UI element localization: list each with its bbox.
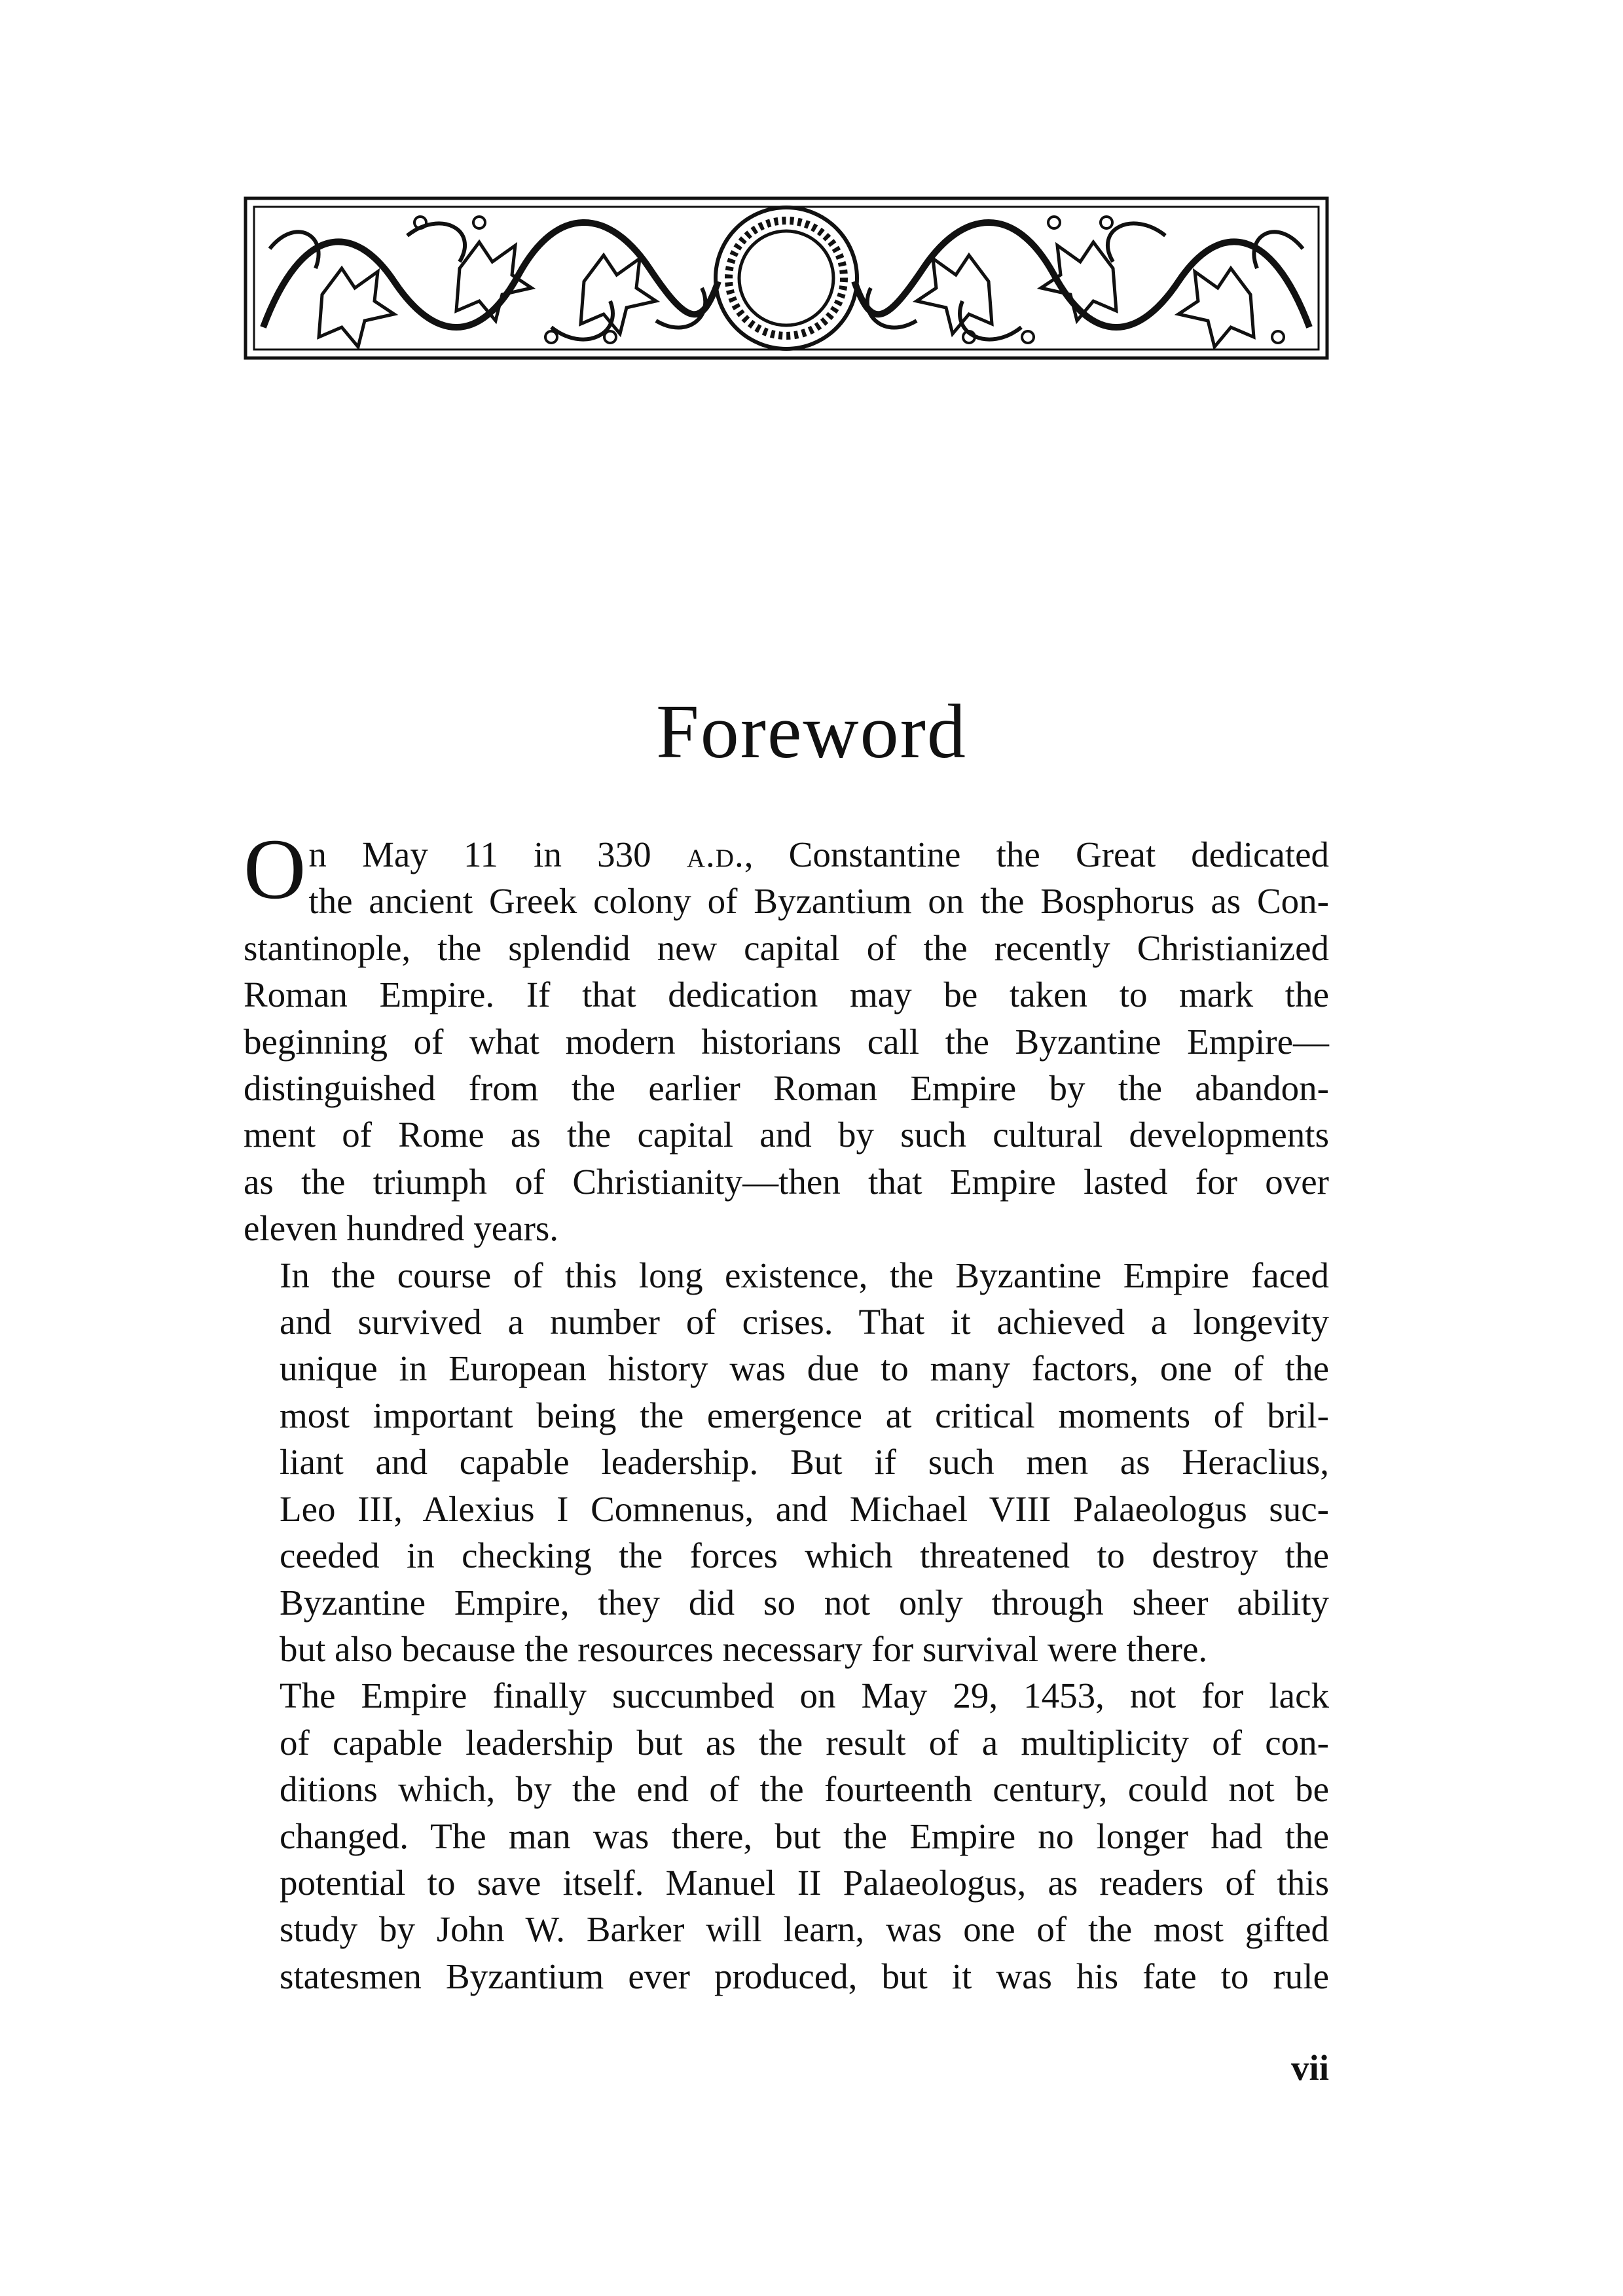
text-line: Byzantine Empire, they did so not only through sheer ability bbox=[280, 1582, 1329, 1623]
paragraph-2 bbox=[244, 1252, 1329, 1673]
text-line: changed. The man was there, but the Empire no longer had the bbox=[280, 1816, 1329, 1856]
text-line: distinguished from the earlier Roman Empire by the abandon- bbox=[244, 1068, 1329, 1109]
text-line: ditions which, by the end of the fourteenth century, could not be bbox=[280, 1769, 1329, 1810]
text-line: as the triumph of Christianity—then that Empire lasted for over bbox=[244, 1161, 1329, 1202]
text-line: The Empire finally succumbed on May 29, 1453, not for lack bbox=[280, 1676, 1329, 1716]
text-line: the ancient Greek colony of Byzantium on the Bosphorus as Con- bbox=[308, 881, 1329, 922]
text-line: ment of Rome as the capital and by such cultural developments bbox=[244, 1115, 1329, 1155]
drop-cap: O bbox=[244, 821, 306, 917]
text-line: Leo III, Alexius I Comnenus, and Michael VIII Palaeologus suc- bbox=[280, 1488, 1329, 1529]
paragraph-1 bbox=[244, 821, 1330, 1252]
text-line: eleven hundred years. bbox=[244, 1208, 559, 1249]
text-line: liant and capable leadership. But if such men as Heraclius, bbox=[280, 1442, 1329, 1482]
paragraph-3 bbox=[244, 1672, 1329, 2000]
text-line: In the course of this long existence, the Byzantine Empire faced bbox=[280, 1255, 1329, 1295]
page-number: vii bbox=[1290, 2048, 1329, 2088]
headpiece-ornament bbox=[244, 196, 1329, 360]
text-line: most important being the emergence at critical moments of bril- bbox=[280, 1395, 1329, 1435]
page-title: Foreword bbox=[656, 689, 967, 774]
text-line: and survived a number of crises. That it achieved a longevity bbox=[280, 1302, 1329, 1342]
text-line: study by John W. Barker will learn, was one of the most gifted bbox=[280, 1909, 1329, 1950]
text-line: Roman Empire. If that dedication may be taken to mark the bbox=[244, 975, 1329, 1015]
text-line: On May 11 in 330 a.d., Constantine the Great dedicated bbox=[244, 821, 1330, 917]
text-line: potential to save itself. Manuel II Palaeologus, as readers of this bbox=[280, 1862, 1329, 1903]
text-line: stantinople, the splendid new capital of the recently Christianized bbox=[244, 927, 1329, 968]
body-text bbox=[244, 821, 1330, 2000]
text-line: but also because the resources necessary for survival were there. bbox=[280, 1628, 1208, 1669]
text-line: unique in European history was due to many factors, one of the bbox=[280, 1348, 1329, 1389]
text-line: beginning of what modern historians call the Byzantine Empire— bbox=[244, 1021, 1329, 1062]
text-line: ceeded in checking the forces which threatened to destroy the bbox=[280, 1535, 1329, 1576]
text-line: of capable leadership but as the result of a multiplicity of con- bbox=[280, 1722, 1329, 1763]
text-line: statesmen Byzantium ever produced, but it was his fate to rule bbox=[280, 1956, 1329, 1996]
